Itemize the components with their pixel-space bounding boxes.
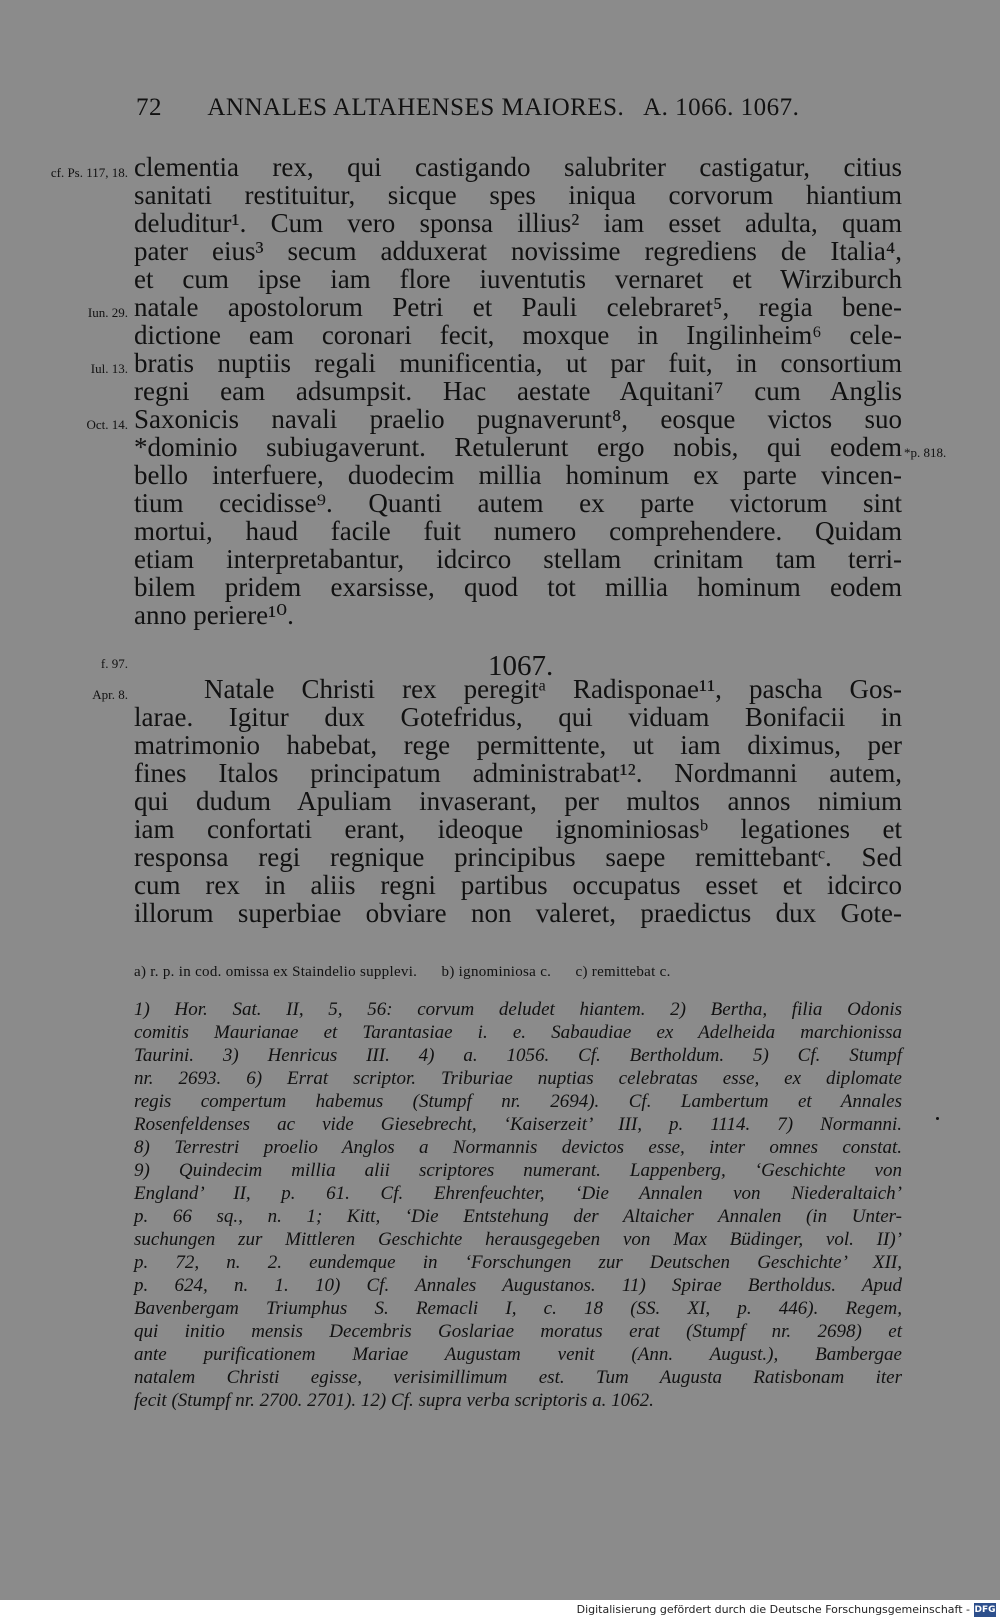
body-line: etiam interpretabantur, idcirco stellam crinitam tam terri- [134, 544, 902, 574]
footnote-line: qui initio mensis Decembris Goslariae moratus erat (Stumpf nr. 2698) et [134, 1321, 902, 1342]
body-line: illorum superbiae obviare non valeret, praedictus dux Gote- [134, 898, 902, 928]
year-heading: 1067. [488, 650, 554, 682]
footnote-line: ante purificationem Mariae Augustam venit (Ann. August.), Bambergae [134, 1344, 902, 1365]
footnote-line: regis compertum habemus (Stumpf nr. 2694). Cf. Lambertum et Annales [134, 1091, 902, 1112]
footnote-line: Taurini. 3) Henricus III. 4) a. 1056. Cf. Bertholdum. 5) Cf. Stumpf [134, 1045, 902, 1066]
margin-note: f. 97. [100, 656, 128, 671]
footnote-line: natalem Christi egisse, verisimillimum est. Tum Augusta Ratisbonam iter [134, 1367, 902, 1388]
body-line: larae. Igitur dux Gotefridus, qui viduam Bonifacii in [134, 702, 902, 732]
body-line: cum rex in aliis regni partibus occupatus esset et idcirco [134, 870, 902, 900]
footnote-line: 8) Terrestri proelio Anglos a Normannis devictos esse, inter omnes constat. [134, 1137, 902, 1158]
footnote-line: 9) Quindecim millia alii scriptores numerant. Lappenberg, ‘Geschichte von [134, 1160, 902, 1181]
body-line: regni eam adsumpsit. Hac aestate Aquitani⁷ cum Anglis [134, 376, 902, 406]
body-line: iam confortati erant, ideoque ignominiosasᵇ legationes et [134, 814, 902, 844]
page-number: 72 [136, 94, 162, 121]
speck [936, 1117, 939, 1120]
margin-note-right: *p. 818. [904, 445, 947, 460]
body-line: clementia rex, qui castigando salubriter castigatur, citius [134, 152, 902, 182]
credit-text: Digitalisierung gefördert durch die Deutsche Forschungsgemeinschaft - [576, 1603, 970, 1616]
body-line: natale apostolorum Petri et Pauli celebraret⁵, regia bene- [134, 292, 902, 322]
body-line: deluditur¹. Cum vero sponsa illius² iam esset adulta, quam [134, 208, 902, 238]
footnote-line: p. 624, n. 1. 10) Cf. Annales Augustanos. 11) Spirae Bertholdus. Apud [134, 1275, 902, 1296]
running-header [136, 94, 836, 122]
body-line: *dominio subiugaverunt. Retulerunt ergo nobis, qui eodem [134, 432, 902, 462]
body-line: mortui, haud facile fuit numero comprehendere. Quidam [134, 516, 902, 546]
footnote-line: England’ II, p. 61. Cf. Ehrenfeuchter, ‘Die Annalen von Niederaltaich’ [134, 1183, 902, 1204]
footnote-line: fecit (Stumpf nr. 2700. 2701). 12) Cf. supra verba scriptoris a. 1062. [134, 1390, 654, 1411]
footnote-line: Rosenfeldenses ac vide Giesebrecht, ‘Kaiserzeit’ III, p. 1114. 7) Normanni. [134, 1114, 902, 1135]
body-line: bilem pridem exarsisse, quod tot millia hominum eodem [134, 572, 902, 602]
body-line: Saxonicis navali praelio pugnaverunt⁸, eosque victos suo [134, 404, 902, 434]
footnote-line: p. 66 sq., n. 1; Kitt, ‘Die Entstehung der Altaicher Annalen (in Unter- [134, 1206, 902, 1227]
footnote-line: 1) Hor. Sat. II, 5, 56: corvum deludet hiantem. 2) Bertha, filia Odonis [134, 999, 902, 1020]
footnote-line: suchungen zur Mittleren Geschichte herausgegeben von Max Büdinger, vol. II)’ [134, 1229, 902, 1250]
margin-note: Apr. 8. [92, 687, 128, 702]
body-line: matrimonio habebat, rege permittente, ut iam diximus, per [134, 730, 902, 760]
digitization-credit-bar [0, 1600, 1000, 1621]
margin-note: Iun. 29. [87, 305, 128, 320]
footnote-line: comitis Maurianae et Tarantasiae i. e. Sabaudiae ex Adelheida marchionissa [134, 1022, 902, 1043]
footnote-line: p. 72, n. 2. eundemque in ‘Forschungen zur Deutschen Geschichte’ XII, [134, 1252, 902, 1273]
body-line: fines Italos principatum administrabat¹². Nordmanni autem, [134, 758, 902, 788]
body-line: qui dudum Apuliam invaserant, per multos annos nimium [134, 786, 902, 816]
body-line: tium cecidisse⁹. Quanti autem ex parte victorum sint [134, 488, 902, 518]
body-line: responsa regi regnique principibus saepe remittebantᶜ. Sed [134, 842, 902, 872]
footnote-line: Bavenbergam Triumphus S. Remacli I, c. 18 (SS. XI, p. 446). Regem, [134, 1298, 902, 1319]
running-title: ANNALES ALTAHENSES MAIORES. A. 1066. 1067. [207, 94, 800, 121]
body-line: sanitati restituitur, sicque spes iniqua corvorum hiantium [134, 180, 902, 210]
margin-note: Oct. 14. [86, 417, 128, 432]
margin-note: Iul. 13. [90, 361, 128, 376]
body-line: et cum ipse iam flore iuventutis vernaret et Wirziburch [134, 264, 902, 294]
body-line: Natale Christi rex peregitᵃ Radisponae¹¹, pascha Gos- [204, 674, 902, 704]
margin-note: cf. Ps. 117, 18. [50, 165, 128, 180]
body-line: dictione eam coronari fecit, moxque in Ingilinheim⁶ cele- [134, 320, 902, 350]
body-line: bratis nuptiis regali munificentia, ut par fuit, in consortium [134, 348, 902, 378]
variant-notes: a) r. p. in cod. omissa ex Staindelio supplevi. b) ignominiosa c. c) remittebat c. [134, 964, 671, 980]
body-line: pater eius³ secum adduxerat novissime regrediens de Italia⁴, [134, 236, 902, 266]
dfg-logo: DFG [974, 1605, 996, 1615]
body-line: bello interfuere, duodecim millia hominum ex parte vincen- [134, 460, 902, 490]
body-line: anno periere¹⁰. [134, 600, 294, 630]
footnote-line: nr. 2693. 6) Errat scriptor. Triburiae nuptias celebratas esse, ex diplomate [134, 1068, 902, 1089]
